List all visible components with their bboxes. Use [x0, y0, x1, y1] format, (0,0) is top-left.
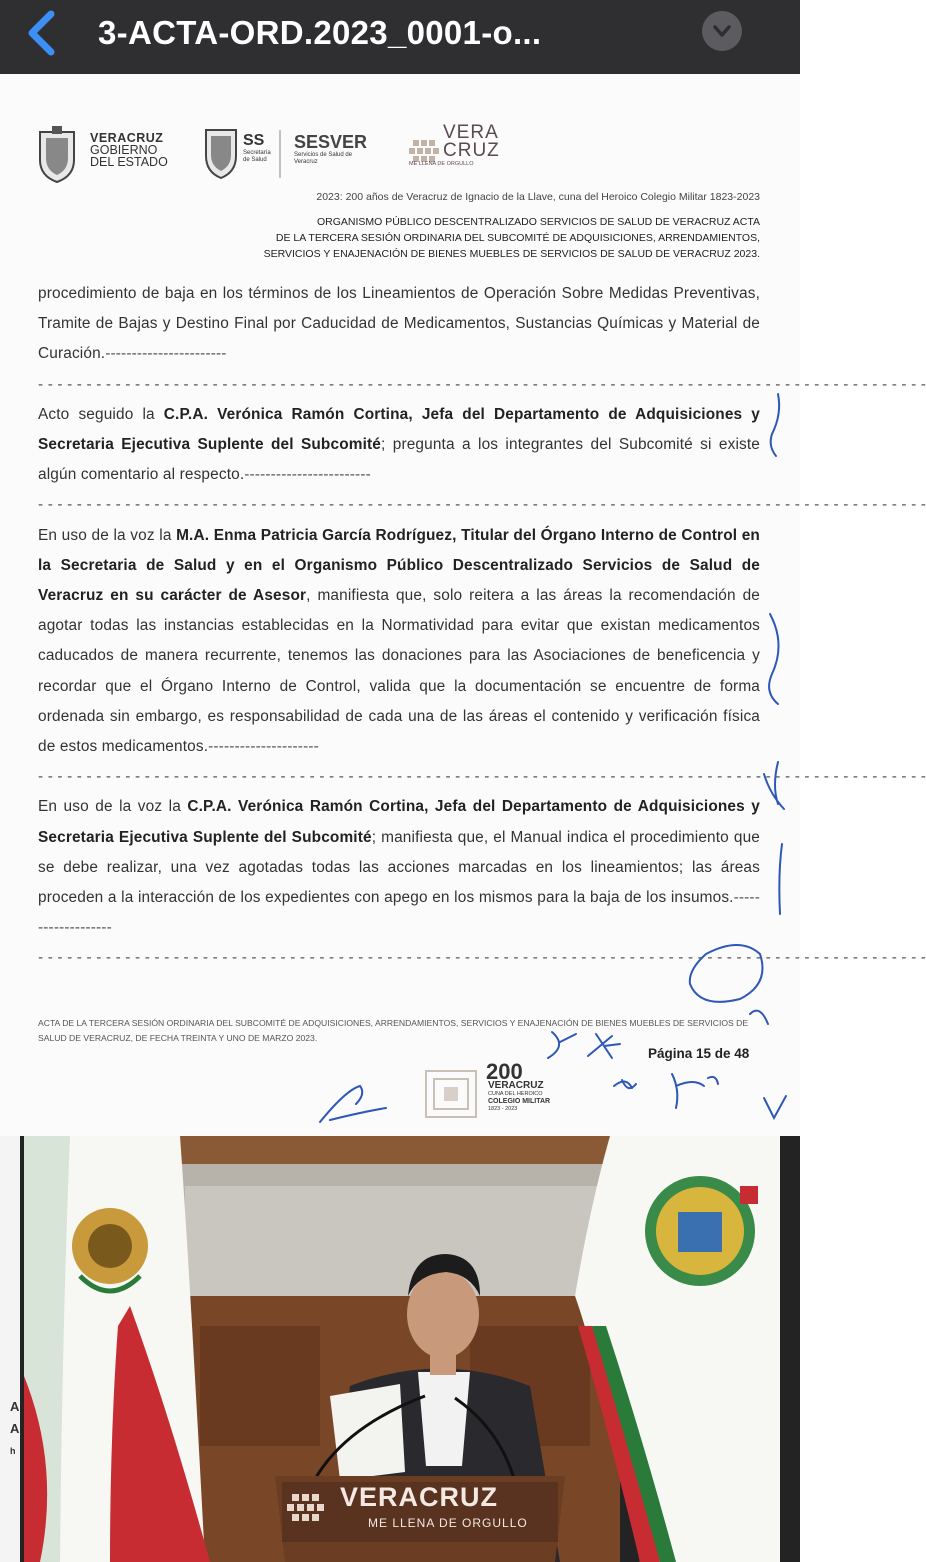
- podium-brand-text: VERACRUZ: [340, 1482, 499, 1512]
- separator-line: - - - - - - - - - - - - - - - - - - - - - - - - - - - - - - - - - - - - - - - - - - - - - - - - - - - - - - - - - - - - - - - - - - - - - - - - - - - - - - - - - - - - - - - - - - - -: [38, 768, 926, 786]
- ss-shield-logo: [206, 130, 236, 178]
- top-bar: [0, 0, 800, 74]
- chevron-down-icon: [711, 20, 733, 42]
- document-page[interactable]: [0, 74, 926, 1136]
- paragraph-2: Acto seguido la C.P.A. Verónica Ramón Cortina, Jefa del Departamento de Adquisiciones y Secretaria Ejecutiva Suplente del Subcomité; pregunta a los integrantes del Subcomité si existe algún comentario al respecto.------------------------: [38, 405, 761, 484]
- document-title: 3-ACTA-ORD.2023_0001-o...: [98, 14, 542, 51]
- header-logos: [38, 124, 518, 186]
- seal-200-text: 200: [486, 1059, 523, 1084]
- document-body: [38, 279, 926, 974]
- video-feed[interactable]: [0, 1136, 800, 1562]
- sesver-logo-text: SESVER Servicios de Salud de Veracruz: [294, 132, 368, 165]
- mexico-flag: [24, 1136, 210, 1562]
- chevron-left-icon: [18, 8, 68, 58]
- podium-tagline: ME LLENA DE ORGULLO: [368, 1516, 528, 1530]
- separator-line: - - - - - - - - - - - - - - - - - - - - - - - - - - - - - - - - - - - - - - - - - - - - - - - - - - - - - - - - - - - - - - - - - - - - - - - - - - - - - - - - - - - - - - - - - - - -: [38, 949, 926, 967]
- paragraph-4: En uso de la voz la C.P.A. Verónica Ramón Cortina, Jefa del Departamento de Adquisiciones y Secretaria Ejecutiva Suplente del Subcomité; manifiesta que, el Manual indica el procedimiento que se debe realizar, una vez agotadas todas las acciones marcadas en los lineamientos; las áreas proceden a la interacción de los expedientes con apego en los mismos para la baja de los insumos.-------------------: [38, 798, 760, 937]
- back-button[interactable]: [18, 8, 68, 58]
- separator-line: - - - - - - - - - - - - - - - - - - - - - - - - - - - - - - - - - - - - - - - - - - - - - - - - - - - - - - - - - - - - - - - - - - - - - - - - - - - - - - - - - - - - - - - - - - - -: [38, 375, 926, 393]
- year-slogan: 2023: 200 años de Veracruz de Ignacio de la Llave, cuna del Heroico Colegio Militar 1823-2023: [316, 191, 760, 203]
- veracruz-brand-mark: [409, 140, 439, 162]
- footer-seals: [420, 1059, 620, 1129]
- seal-lines: VERACRUZ CUNA DEL HEROICO COLEGIO MILITAR 1823 - 2023: [488, 1080, 551, 1112]
- paragraph-1: procedimiento de baja en los términos de los Lineamientos de Operación Sobre Medidas Preventivas, Tramite de Bajas y Destino Final por Caducidad de Medicamentos, Sustancias Químicas y Material de Curación.-----------------------: [38, 285, 760, 363]
- ss-logo-text: SS Secretaría de Salud: [243, 132, 271, 163]
- left-edge-letters: A A h: [10, 1399, 20, 1456]
- paragraph-3: En uso de la voz la M.A. Enma Patricia García Rodríguez, Titular del Órgano Interno de Control en la Secretaria de Salud y en el Organismo Público Descentralizado Servicios de Salud de Veracruz en su carácter de Asesor, manifiesta que, solo reitera a las áreas la recomendación de agotar todas las instancias establecidas en la Normatividad para evitar que existan medicamentos caducados de manera recurrente, tenemos las donaciones para las Asociaciones de beneficencia y recordar que el Órgano Interno de Control, valida que la documentación se encuentre de forma ordenada sin embargo, es responsabilidad de cada una de las áreas el contenido y verificación física de estos medicamentos.---------------------: [38, 526, 761, 756]
- separator-line: - - - - - - - - - - - - - - - - - - - - - - - - - - - - - - - - - - - - - - - - - - - - - - - - - - - - - - - - - - - - - - - - - - - - - - - - - - - - - - - - - - - - - - - - - - - -: [38, 496, 926, 514]
- dash-fill: ------------------------: [244, 466, 371, 484]
- footer-note: ACTA DE LA TERCERA SESIÓN ORDINARIA DEL SUBCOMITÉ DE ADQUISICIONES, ARRENDAMIENTOS, SERVICIOS Y ENAJENACIÓN DE BIENES MUEBLES DE SERVICIOS DE SALUD DE VERACRUZ, DE FECHA TREINTA Y UNO DE MARZO 2023.: [38, 1018, 749, 1043]
- veracruz-gobierno-text: VERACRUZ GOBIERNO DEL ESTADO: [90, 131, 168, 169]
- veracruz-shield-logo: [40, 126, 74, 182]
- dash-fill: -------------------: [38, 889, 760, 937]
- seal-emblem: [426, 1071, 476, 1117]
- dash-fill: ---------------------: [208, 738, 319, 756]
- page-number: Página 15 de 48: [648, 1046, 750, 1061]
- document-heading: ORGANISMO PÚBLICO DESCENTRALIZADO SERVICIOS DE SALUD DE VERACRUZ ACTA DE LA TERCERA SESIÓN ORDINARIA DEL SUBCOMITÉ DE ADQUISICIONES, ARRENDAMIENTOS, SERVICIOS Y ENAJENACIÓN DE BIENES MUEBLES DE SERVICIOS DE SALUD DE VERACRUZ 2023.: [263, 216, 760, 260]
- dash-fill: -----------------------: [105, 345, 227, 363]
- options-menu-button[interactable]: [702, 11, 742, 51]
- veracruz-brand-text: VERA CRUZ ME LLENA DE ORGULLO: [409, 122, 500, 167]
